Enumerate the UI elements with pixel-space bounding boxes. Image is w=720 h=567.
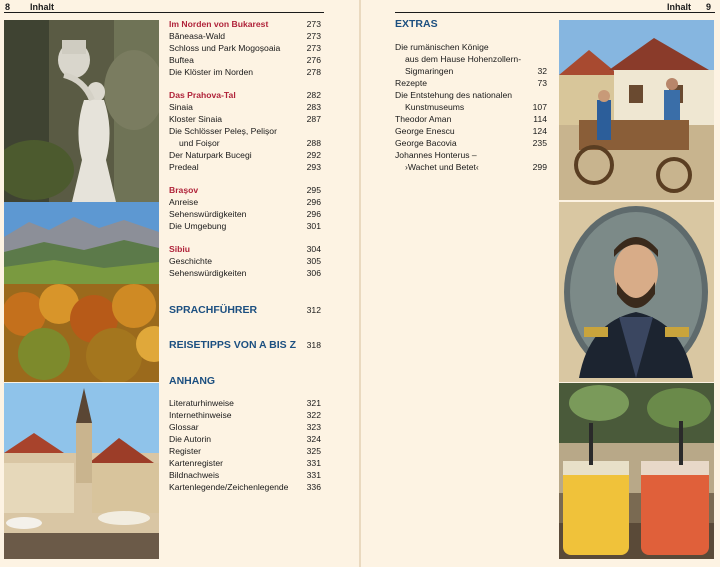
king-portrait-photo [559, 202, 714, 382]
toc-page-number: 304 [306, 244, 321, 254]
toc-entry-title: Die Klöster im Norden [169, 67, 254, 77]
autumn-forest-photo [4, 284, 159, 382]
toc-entry[interactable] [169, 137, 321, 149]
toc-page-number: 124 [532, 126, 547, 136]
sibiu-square-photo [4, 383, 159, 559]
toc-page-number: 336 [306, 482, 321, 492]
toc-sprachfuehrer[interactable] [169, 304, 321, 316]
toc-entry[interactable] [169, 421, 321, 433]
toc-chapter-heading: EXTRAS [395, 18, 438, 30]
toc-entry[interactable] [169, 18, 321, 30]
toc-page-number: 331 [306, 470, 321, 480]
toc-section-heading: Brașov [169, 185, 199, 195]
toc-entry[interactable] [169, 66, 321, 78]
toc-entry[interactable] [169, 267, 321, 279]
toc-entry-title: Sinaia [169, 102, 193, 112]
toc-extras-heading [395, 18, 547, 30]
toc-entry-title: Schloss und Park Mogoșoaia [169, 43, 281, 53]
toc-entry[interactable] [169, 89, 321, 101]
toc-entry-title: Anreise [169, 197, 199, 207]
toc-page-number: 114 [533, 114, 547, 124]
toc-anhang-heading [169, 375, 321, 387]
toc-page-number: 296 [306, 197, 321, 207]
toc-page-number: 278 [306, 67, 321, 77]
toc-entry[interactable] [169, 196, 321, 208]
toc-section-heading: Im Norden von Bukarest [169, 19, 269, 29]
toc-page-number: 296 [306, 209, 321, 219]
toc-entry[interactable] [169, 433, 321, 445]
toc-entry[interactable] [395, 65, 547, 77]
toc-entry[interactable] [169, 161, 321, 173]
toc-chapter-heading: SPRACHFÜHRER [169, 304, 258, 316]
toc-reisetipps[interactable] [169, 339, 321, 351]
toc-entry[interactable] [169, 208, 321, 220]
toc-entry[interactable] [395, 77, 547, 89]
toc-page-number: 32 [537, 66, 547, 76]
toc-page-number: 292 [306, 150, 321, 160]
toc-chapter-heading: REISETIPPS VON A BIS Z [169, 339, 296, 351]
toc-page-number: 293 [306, 162, 321, 172]
book-spine [359, 0, 361, 567]
toc-bukarest-group [169, 18, 321, 78]
toc-page-number: 324 [306, 434, 321, 444]
toc-entry[interactable] [169, 481, 321, 493]
toc-entry-title: Glossar [169, 422, 199, 432]
page-number-right: 9 [706, 2, 712, 12]
toc-page-number: 321 [306, 398, 321, 408]
toc-page-number: 299 [532, 162, 547, 172]
toc-entry-title: Sehenswürdigkeiten [169, 209, 247, 219]
toc-sibiu-group [169, 243, 321, 279]
toc-page-number: 276 [306, 55, 321, 65]
toc-extras-group [395, 41, 547, 173]
toc-page-number: 235 [532, 138, 547, 148]
horse-cart-photo [559, 20, 714, 200]
toc-entry[interactable] [169, 457, 321, 469]
toc-page-number: 273 [306, 43, 321, 53]
toc-entry[interactable] [169, 184, 321, 196]
toc-page-number: 318 [306, 340, 321, 350]
toc-entry-title: Johannes Honterus – [395, 150, 477, 160]
toc-entry[interactable] [169, 243, 321, 255]
toc-page-number: 273 [306, 19, 321, 29]
header-rule-left [4, 12, 324, 13]
smoothies-photo [559, 383, 714, 559]
toc-section-heading: Sibiu [169, 244, 191, 254]
toc-brasov-group [169, 184, 321, 232]
running-head-right: Inhalt [667, 2, 691, 12]
toc-entry[interactable] [395, 89, 547, 101]
toc-entry[interactable] [169, 101, 321, 113]
toc-page-number: 73 [537, 78, 547, 88]
toc-entry[interactable] [169, 445, 321, 457]
toc-entry[interactable] [169, 125, 321, 137]
toc-page-number: 295 [306, 185, 321, 195]
page-number-left: 8 [5, 2, 11, 12]
toc-section-heading: Das Prahova-Tal [169, 90, 236, 100]
toc-page-number: 287 [306, 114, 321, 124]
toc-page-number: 312 [306, 305, 321, 315]
toc-entry-title: Geschichte [169, 256, 212, 266]
toc-entry-title: Băneasa-Wald [169, 31, 226, 41]
toc-entry[interactable] [395, 101, 547, 113]
toc-entry-title: Die Entstehung des nationalen [395, 90, 513, 100]
toc-entry-title: George Enescu [395, 126, 455, 136]
toc-entry[interactable] [395, 41, 547, 53]
toc-page-number: 107 [532, 102, 547, 112]
toc-entry-title: Kunstmuseums [405, 102, 465, 112]
mountains-photo [4, 202, 159, 284]
toc-entry-title: Theodor Aman [395, 114, 452, 124]
toc-entry-title: Kartenregister [169, 458, 223, 468]
running-head-left: Inhalt [30, 2, 54, 12]
toc-entry[interactable] [169, 255, 321, 267]
toc-entry[interactable] [395, 137, 547, 149]
toc-entry-title: Die Umgebung [169, 221, 227, 231]
toc-entry-title: Sehenswürdigkeiten [169, 268, 247, 278]
toc-entry[interactable] [395, 161, 547, 173]
toc-entry[interactable] [395, 149, 547, 161]
toc-entry[interactable] [169, 397, 321, 409]
toc-entry-title: Die Schlösser Peleș, Pelișor [169, 126, 277, 136]
toc-entry-title: Der Naturpark Bucegi [169, 150, 252, 160]
toc-prahova-group [169, 89, 321, 173]
toc-entry[interactable] [169, 469, 321, 481]
toc-entry[interactable] [169, 113, 321, 125]
toc-entry[interactable] [169, 42, 321, 54]
toc-entry-title: Sigmaringen [405, 66, 454, 76]
toc-entry-title: Kloster Sinaia [169, 114, 223, 124]
statue-photo [4, 20, 159, 202]
toc-entry-title: Register [169, 446, 201, 456]
toc-entry-title: Buftea [169, 55, 194, 65]
toc-entry-title: und Foișor [179, 138, 220, 148]
toc-entry-title: aus dem Hause Hohenzollern- [405, 54, 522, 64]
toc-page-number: 306 [306, 268, 321, 278]
toc-page-number: 283 [306, 102, 321, 112]
toc-entry-title: Die rumänischen Könige [395, 42, 489, 52]
toc-chapter-heading: ANHANG [169, 375, 216, 387]
toc-entry-title: Rezepte [395, 78, 428, 88]
toc-entry-title: Bildnachweis [169, 470, 220, 480]
toc-page-number: 301 [306, 221, 321, 231]
toc-entry-title: ›Wachet und Betet‹ [405, 162, 479, 172]
toc-page-number: 331 [306, 458, 321, 468]
toc-entry[interactable] [169, 409, 321, 421]
toc-entry-title: Predeal [169, 162, 199, 172]
toc-page-number: 325 [306, 446, 321, 456]
toc-page-number: 282 [306, 90, 321, 100]
toc-entry-title: Literaturhinweise [169, 398, 234, 408]
toc-page-number: 323 [306, 422, 321, 432]
toc-entry[interactable] [395, 113, 547, 125]
toc-anhang-group [169, 397, 321, 493]
toc-entry[interactable] [169, 54, 321, 66]
toc-entry[interactable] [395, 53, 547, 65]
toc-entry[interactable] [169, 149, 321, 161]
toc-entry[interactable] [395, 125, 547, 137]
toc-entry[interactable] [169, 30, 321, 42]
toc-page-number: 305 [306, 256, 321, 266]
toc-page-number: 288 [306, 138, 321, 148]
toc-entry[interactable] [169, 220, 321, 232]
toc-entry-title: Kartenlegende/Zeichenlegende [169, 482, 289, 492]
toc-entry-title: Die Autorin [169, 434, 212, 444]
toc-page-number: 322 [306, 410, 321, 420]
toc-page-number: 273 [306, 31, 321, 41]
header-rule-right [395, 12, 715, 13]
toc-entry-title: George Bacovia [395, 138, 457, 148]
toc-entry-title: Internethinweise [169, 410, 232, 420]
